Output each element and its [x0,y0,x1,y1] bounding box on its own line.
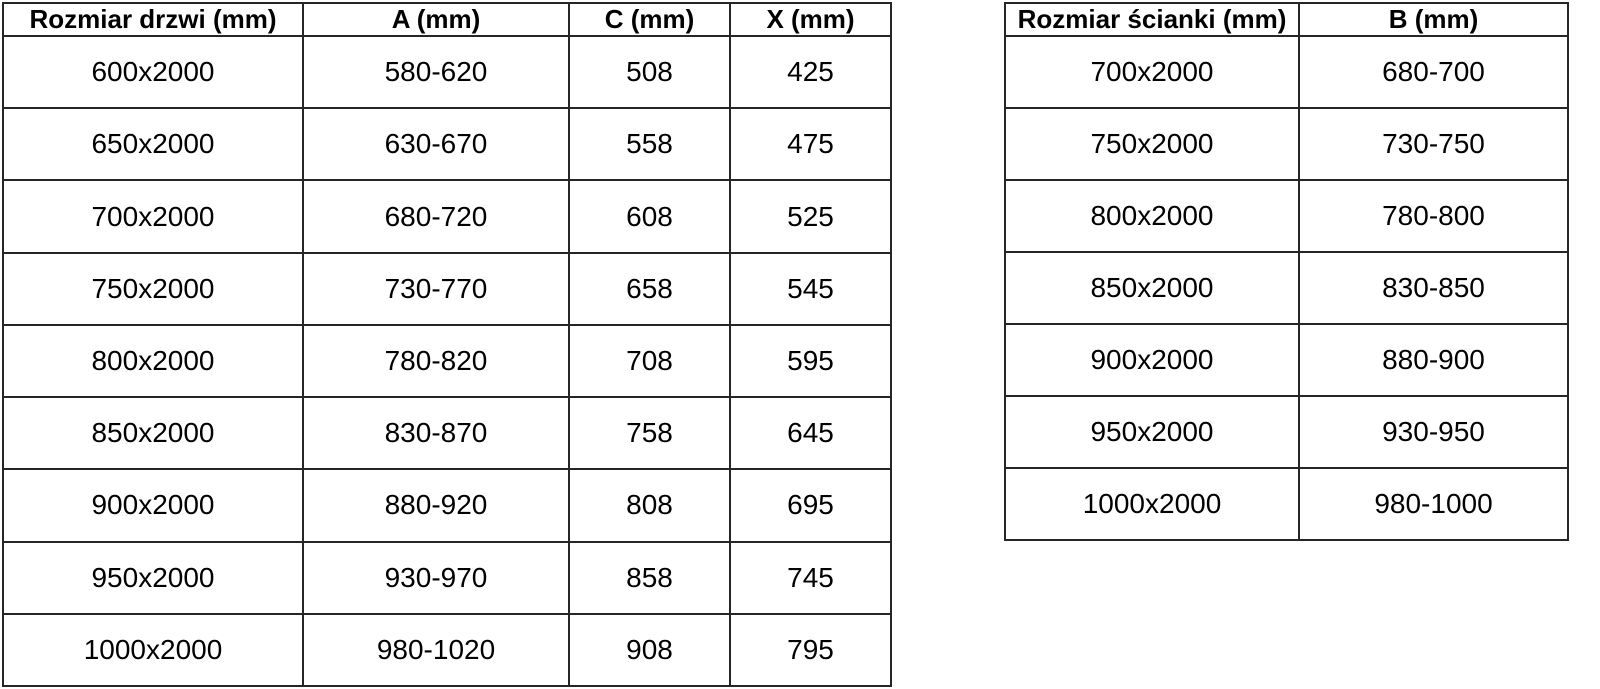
table-cell: 525 [730,180,891,252]
table-cell: 508 [569,36,730,108]
table-row [1005,396,1568,468]
table-cell: 608 [569,180,730,252]
table-cell: 800x2000 [3,325,303,397]
table-cell: 930-970 [303,542,569,614]
column-header: A (mm) [303,3,569,36]
table-cell: 900x2000 [1005,324,1299,396]
table-cell: 950x2000 [3,542,303,614]
column-header: X (mm) [730,3,891,36]
table-cell: 580-620 [303,36,569,108]
table-cell: 745 [730,542,891,614]
table-row [3,180,891,252]
table-cell: 730-770 [303,253,569,325]
table-cell: 795 [730,614,891,686]
table-cell: 600x2000 [3,36,303,108]
column-header: B (mm) [1299,3,1568,36]
table-cell: 680-700 [1299,36,1568,108]
wall-table-header-row [1005,3,1568,36]
table-cell: 475 [730,108,891,180]
table-cell: 800x2000 [1005,180,1299,252]
table-cell: 558 [569,108,730,180]
table-cell: 850x2000 [3,397,303,469]
table-row [1005,324,1568,396]
table-cell: 758 [569,397,730,469]
table-row [1005,180,1568,252]
column-header: C (mm) [569,3,730,36]
table-cell: 1000x2000 [1005,468,1299,540]
table-row [1005,252,1568,324]
table-cell: 595 [730,325,891,397]
table-row [3,325,891,397]
table-cell: 850x2000 [1005,252,1299,324]
table-cell: 830-850 [1299,252,1568,324]
table-cell: 1000x2000 [3,614,303,686]
table-cell: 425 [730,36,891,108]
door-size-table [2,2,892,687]
wall-size-table [1004,2,1569,541]
table-row [3,469,891,541]
table-cell: 980-1020 [303,614,569,686]
table-row [3,253,891,325]
table-cell: 900x2000 [3,469,303,541]
column-header: Rozmiar drzwi (mm) [3,3,303,36]
table-row [3,108,891,180]
table-cell: 780-820 [303,325,569,397]
table-cell: 750x2000 [3,253,303,325]
table-cell: 658 [569,253,730,325]
table-cell: 858 [569,542,730,614]
table-cell: 680-720 [303,180,569,252]
table-row [3,397,891,469]
table-row [1005,36,1568,108]
table-cell: 645 [730,397,891,469]
table-row [3,542,891,614]
table-cell: 908 [569,614,730,686]
table-cell: 808 [569,469,730,541]
table-cell: 650x2000 [3,108,303,180]
table-cell: 980-1000 [1299,468,1568,540]
table-cell: 880-920 [303,469,569,541]
table-row [1005,468,1568,540]
table-cell: 780-800 [1299,180,1568,252]
table-cell: 630-670 [303,108,569,180]
table-cell: 830-870 [303,397,569,469]
table-cell: 730-750 [1299,108,1568,180]
table-row [1005,108,1568,180]
table-row [3,614,891,686]
table-cell: 545 [730,253,891,325]
table-row [3,36,891,108]
table-cell: 750x2000 [1005,108,1299,180]
table-cell: 700x2000 [1005,36,1299,108]
column-header: Rozmiar ścianki (mm) [1005,3,1299,36]
table-cell: 708 [569,325,730,397]
table-cell: 880-900 [1299,324,1568,396]
table-cell: 950x2000 [1005,396,1299,468]
table-cell: 930-950 [1299,396,1568,468]
door-table-header-row [3,3,891,36]
table-cell: 700x2000 [3,180,303,252]
table-cell: 695 [730,469,891,541]
